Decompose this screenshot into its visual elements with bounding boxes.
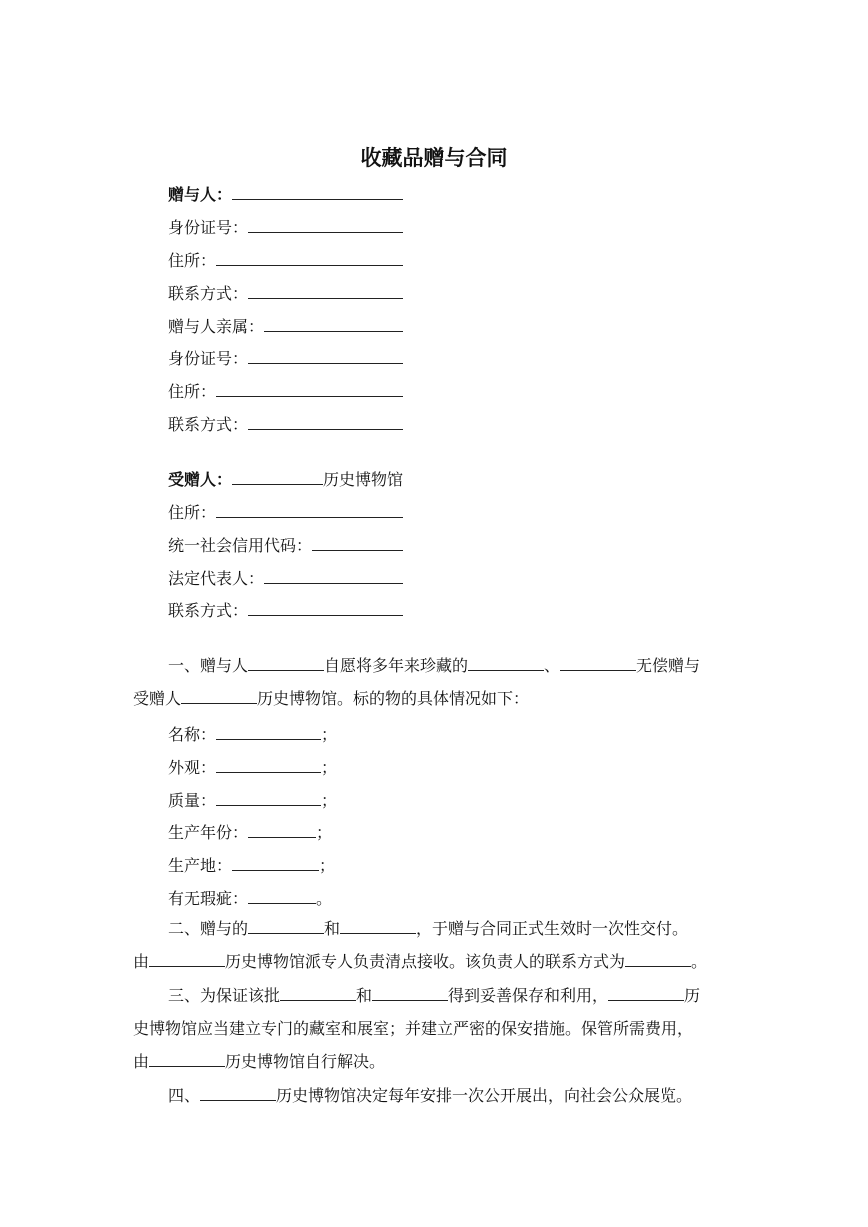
item-label: 名称： [168,725,217,744]
item-tail: ； [321,791,338,810]
clause-text: 。 [691,952,708,971]
recipient-credit-code-blank [312,550,403,551]
clause-text: 历史博物馆决定每年安排一次公开展出，向社会公众展览。 [276,1086,693,1105]
clause-text: 得到妥善保存和利用， [448,986,609,1005]
donor-name-blank [232,199,403,200]
recipient-contact-blank [248,615,403,616]
blank-line [200,1086,276,1101]
clause-text: 历史博物馆自行解决。 [225,1052,386,1071]
clause-3 [133,979,743,1078]
recipient-name-field [168,468,403,490]
clause-text: 由 [133,1052,150,1071]
clause-text: 一、赠与人 [168,656,249,675]
item-year [168,820,332,842]
clause-text: 二、赠与的 [168,919,249,938]
blank-line [216,791,321,806]
item-defects [168,886,332,908]
recipient-legal-rep-blank [264,583,403,584]
blank-line [248,823,316,838]
recipient-legal-rep-label: 法定代表人： [168,569,265,588]
blank-line [625,952,691,967]
blank-line [149,1052,225,1067]
relative-id-blank [248,363,403,364]
recipient-address-blank [216,517,403,518]
donor-address-label: 住所： [168,251,217,270]
item-quality [168,788,337,810]
blank-line [372,986,448,1001]
clause-3-line-3 [133,1045,743,1078]
relative-contact-field [168,413,403,435]
item-appearance [168,755,337,777]
clause-1-line-1 [133,649,743,682]
relative-heading: 赠与人亲属： [168,317,265,336]
clause-2-line-1 [133,912,743,945]
blank-line [340,919,416,934]
blank-line [248,656,324,671]
blank-line [149,952,225,967]
recipient-legal-rep-field [168,567,403,589]
clause-text: 历史博物馆派专人负责清点接收。该负责人的联系方式为 [225,952,626,971]
donor-id-blank [248,232,403,233]
blank-line [560,656,636,671]
clause-text: 、 [544,656,561,675]
donor-contact-blank [248,298,403,299]
clause-text: 和 [324,919,341,938]
recipient-contact-label: 联系方式： [168,601,249,620]
clause-text: 由 [133,952,150,971]
clause-text: 四、 [168,1086,201,1105]
clause-text: 自愿将多年来珍藏的 [324,656,469,675]
blank-line [248,889,316,904]
donor-name-field [168,183,403,205]
blank-line [216,725,321,740]
recipient-credit-code-label: 统一社会信用代码： [168,536,313,555]
recipient-contact-field [168,599,403,621]
relative-name-blank [264,331,403,332]
item-origin [168,853,335,875]
item-tail: 。 [316,889,333,908]
recipient-address-field [168,501,403,523]
relative-contact-blank [248,429,403,430]
donor-contact-field [168,282,403,304]
blank-line [608,986,684,1001]
item-tail: ； [319,856,336,875]
donor-id-label: 身份证号： [168,218,249,237]
item-tail: ； [321,758,338,777]
donor-address-field [168,249,403,271]
item-label: 生产年份： [168,823,249,842]
blank-line [232,856,319,871]
clause-2 [133,912,743,978]
item-label: 有无瑕疵： [168,889,249,908]
relative-id-label: 身份证号： [168,349,249,368]
donor-contact-label: 联系方式： [168,284,249,303]
relative-name-field [168,315,403,337]
relative-contact-label: 联系方式： [168,415,249,434]
clause-text: 受赠人 [133,689,182,708]
blank-line [468,656,544,671]
clause-text: 历史博物馆。标的物的具体情况如下： [257,689,530,708]
blank-line [248,919,324,934]
blank-line [181,689,257,704]
clause-text: 历 [684,986,701,1005]
blank-line [216,758,321,773]
clause-text: 和 [356,986,373,1005]
recipient-heading: 受赠人： [168,470,233,489]
item-tail: ； [321,725,338,744]
item-label: 外观： [168,758,217,777]
clause-4 [133,1079,743,1112]
donor-heading: 赠与人： [168,185,233,204]
clause-text: 三、为保证该批 [168,986,281,1005]
clause-4-line-1 [133,1079,743,1112]
relative-id-field [168,347,403,369]
clause-2-line-2 [133,945,743,978]
item-tail: ； [316,823,333,842]
clause-1 [133,649,743,715]
recipient-address-label: 住所： [168,503,217,522]
donor-id-field [168,216,403,238]
item-name [168,722,337,744]
recipient-name-suffix: 历史博物馆 [322,470,403,489]
item-label: 生产地： [168,856,233,875]
clause-3-line-1 [133,979,743,1012]
document-title: 收藏品赠与合同 [360,146,508,170]
donor-address-blank [216,265,403,266]
clause-3-line-2: 史博物馆应当建立专门的藏室和展室；并建立严密的保安措施。保管所需费用， [133,1019,694,1038]
clause-text: 无偿赠与 [636,656,701,675]
relative-address-blank [216,396,403,397]
recipient-credit-code-field [168,534,403,556]
blank-line [280,986,356,1001]
clause-1-line-2 [133,682,743,715]
item-label: 质量： [168,791,217,810]
recipient-name-blank [232,484,323,485]
relative-address-label: 住所： [168,382,217,401]
relative-address-field [168,380,403,402]
clause-text: ，于赠与合同正式生效时一次性交付。 [416,919,689,938]
